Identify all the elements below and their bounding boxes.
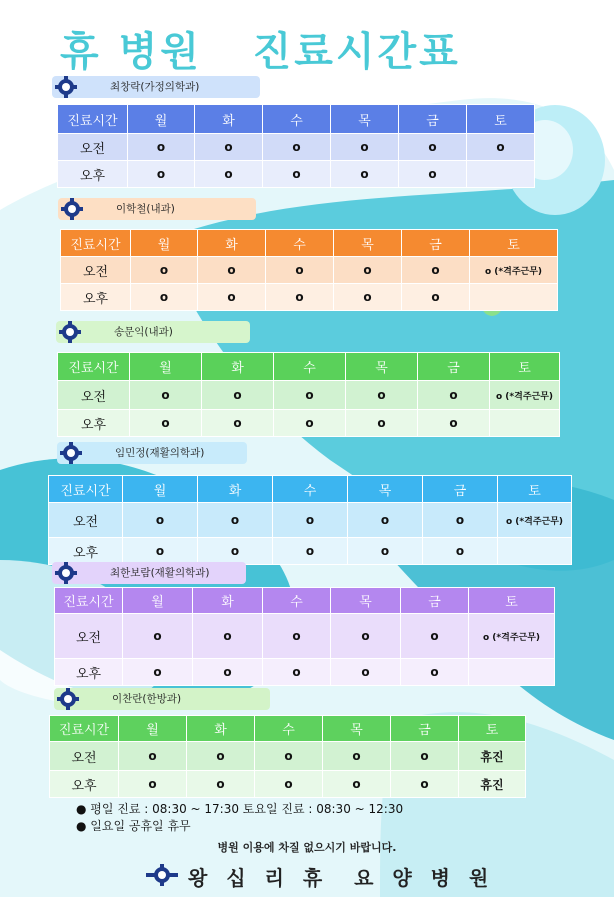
table-row [58,381,560,410]
table-header-row [58,353,560,381]
schedule-cell: o [187,742,255,771]
schedule-cell: o [195,161,263,188]
schedule-table [57,104,535,188]
schedule-table [48,475,572,565]
table-header-row [58,105,535,134]
column-header: 월 [123,476,198,503]
period-label: 오후 [49,538,123,565]
schedule-cell: o [263,134,331,161]
table-header-row [55,588,555,614]
schedule-cell: o [401,614,469,659]
schedule-cell: o [123,659,193,686]
schedule-cell: o [323,742,391,771]
period-label: 오후 [50,771,119,798]
table-row [58,410,560,437]
schedule-cell: o [263,614,331,659]
column-header: 토 [498,476,572,503]
schedule-cell: o [331,161,399,188]
table-row [50,771,526,798]
column-header: 월 [130,353,202,381]
schedule-cell: o (*격주근무) [498,503,572,538]
column-header: 월 [123,588,193,614]
column-header: 금 [402,230,470,257]
schedule-cell: o [202,381,274,410]
table-row [58,161,535,188]
schedule-cell: o [198,503,273,538]
schedule-cell: o [128,134,195,161]
column-header: 수 [255,716,323,742]
weekday-hours-note: ● 평일 진료 : 08:30 ~ 17:30 토요일 진료 : 08:30 ~ 12:30 [76,802,404,816]
table-row [50,742,526,771]
schedule-cell: o [123,503,198,538]
column-header: 월 [131,230,198,257]
table-row [49,503,572,538]
table-row [55,659,555,686]
schedule-cell: o [123,538,198,565]
column-header: 목 [346,353,418,381]
schedule-cell [467,161,535,188]
period-label: 오전 [61,257,131,284]
schedule-cell: o [331,614,401,659]
column-header: 토 [459,716,526,742]
schedule-cell: o [418,410,490,437]
table-row [58,134,535,161]
schedule-cell: o [123,614,193,659]
schedule-cell: o [348,503,423,538]
schedule-cell: o [399,134,467,161]
doctor-label: 송문익(내과) [56,321,250,343]
table-row [61,284,558,311]
table-header-row [49,476,572,503]
schedule-cell: o [198,284,266,311]
schedule-table [60,229,558,311]
schedule-table [57,352,560,437]
period-label: 오전 [55,614,123,659]
column-header: 목 [334,230,402,257]
doctor-label: 이학철(내과) [58,198,256,220]
column-header: 화 [187,716,255,742]
schedule-cell: o [346,381,418,410]
column-header: 금 [418,353,490,381]
page-title: 휴 병원 진료시간표 [60,29,461,75]
schedule-cell: o [130,410,202,437]
period-label: 오후 [61,284,131,311]
hospital-logo-icon [60,197,84,221]
doctor-label: 최창락(가정의학과) [52,76,260,98]
table-header-row [50,716,526,742]
schedule-cell: o [331,134,399,161]
schedule-cell: o [131,257,198,284]
schedule-cell: o [334,284,402,311]
schedule-cell: o [467,134,535,161]
schedule-cell: o [323,771,391,798]
schedule-cell: o [273,538,348,565]
period-label: 오후 [58,161,128,188]
schedule-cell: o [255,771,323,798]
schedule-cell: o [128,161,195,188]
doctor-label: 최한보람(재활의학과) [52,562,246,584]
period-label: 오전 [50,742,119,771]
table-row [49,538,572,565]
column-header: 진료시간 [58,105,128,134]
column-header: 진료시간 [49,476,123,503]
column-header: 금 [401,588,469,614]
column-header: 화 [193,588,263,614]
column-header: 목 [331,105,399,134]
column-header: 토 [469,588,555,614]
hours-notes [76,801,403,835]
schedule-cell: o [391,771,459,798]
column-header: 금 [423,476,498,503]
schedule-cell: o [348,538,423,565]
column-header: 금 [391,716,459,742]
schedule-table [49,715,526,798]
schedule-cell: o [274,410,346,437]
column-header: 화 [195,105,263,134]
column-header: 화 [202,353,274,381]
table-header-row [61,230,558,257]
schedule-cell [470,284,558,311]
schedule-cell: o [402,257,470,284]
period-label: 오후 [55,659,123,686]
hospital-logo-icon [54,75,78,99]
column-header: 화 [198,476,273,503]
column-header: 수 [266,230,334,257]
schedule-cell: o [119,742,187,771]
schedule-cell: o [263,659,331,686]
table-row [61,257,558,284]
schedule-cell: o [331,659,401,686]
footnote: 병원 이용에 차질 없으시기 바랍니다. [217,841,397,854]
schedule-cell: o [193,614,263,659]
schedule-cell: o [130,381,202,410]
column-header: 화 [198,230,266,257]
schedule-cell: o (*격주근무) [490,381,560,410]
schedule-cell: o [274,381,346,410]
schedule-cell: 휴진 [459,742,526,771]
schedule-cell [498,538,572,565]
column-header: 진료시간 [55,588,123,614]
schedule-cell: o [263,161,331,188]
period-label: 오전 [58,134,128,161]
column-header: 수 [274,353,346,381]
column-header: 수 [263,588,331,614]
table-row [55,614,555,659]
hospital-logo-icon [58,320,82,344]
doctor-label: 임민정(재활의학과) [57,442,247,464]
column-header: 진료시간 [50,716,119,742]
doctor-label: 이찬란(한방과) [54,688,270,710]
schedule-cell: o [423,538,498,565]
column-header: 토 [490,353,560,381]
schedule-cell: o [195,134,263,161]
schedule-cell: o [198,538,273,565]
schedule-cell [469,659,555,686]
column-header: 목 [348,476,423,503]
hospital-logo-icon [59,441,83,465]
column-header: 토 [467,105,535,134]
period-label: 오후 [58,410,130,437]
schedule-cell: o (*격주근무) [469,614,555,659]
period-label: 오전 [49,503,123,538]
schedule-cell: o [266,257,334,284]
schedule-cell: o [402,284,470,311]
hospital-logo-icon [145,862,179,888]
column-header: 진료시간 [61,230,131,257]
schedule-cell: o [193,659,263,686]
schedule-table [54,587,555,686]
column-header: 수 [273,476,348,503]
column-header: 토 [470,230,558,257]
schedule-cell: o [391,742,459,771]
schedule-cell [490,410,560,437]
period-label: 오전 [58,381,130,410]
column-header: 수 [263,105,331,134]
schedule-cell: o [418,381,490,410]
schedule-cell: o [119,771,187,798]
column-header: 금 [399,105,467,134]
column-header: 목 [331,588,401,614]
column-header: 월 [128,105,195,134]
schedule-cell: o [202,410,274,437]
column-header: 진료시간 [58,353,130,381]
schedule-cell: o (*격주근무) [470,257,558,284]
holiday-note: ● 일요일 공휴일 휴무 [76,819,191,833]
schedule-cell: o [198,257,266,284]
schedule-cell: o [399,161,467,188]
hospital-name: 왕 십 리 휴 요 양 병 원 [188,866,495,890]
schedule-cell: o [334,257,402,284]
schedule-cell: o [255,742,323,771]
schedule-cell: o [266,284,334,311]
schedule-cell: o [423,503,498,538]
schedule-cell: 휴진 [459,771,526,798]
schedule-cell: o [273,503,348,538]
column-header: 목 [323,716,391,742]
hospital-logo-icon [54,561,78,585]
schedule-cell: o [131,284,198,311]
schedule-cell: o [346,410,418,437]
schedule-cell: o [187,771,255,798]
schedule-cell: o [401,659,469,686]
column-header: 월 [119,716,187,742]
hospital-logo-icon [56,687,80,711]
